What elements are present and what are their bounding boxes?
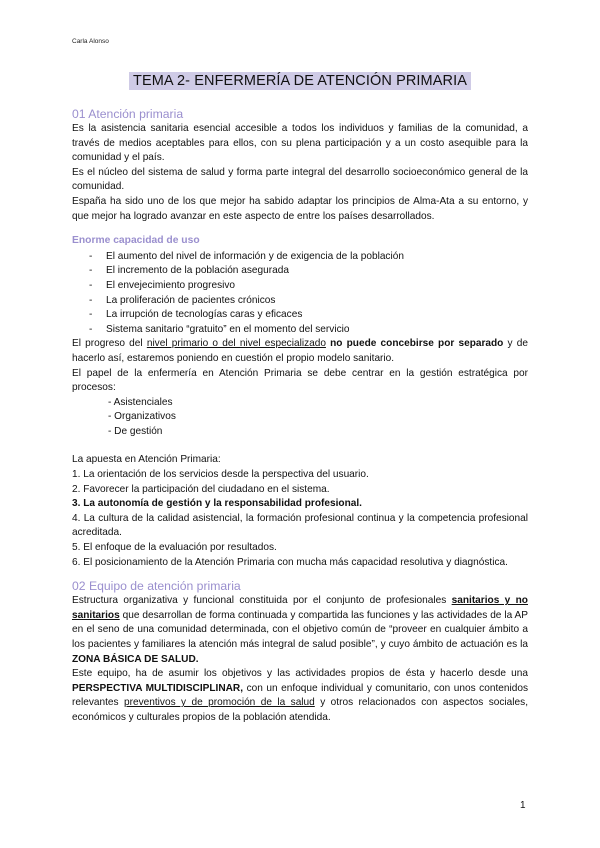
list-item: - Asistenciales [108,396,173,408]
process-list [72,396,528,440]
list-item: - De gestión [108,425,163,437]
paragraph: El papel de la enfermería en Atención Primaria se debe centrar en la gestión estratégica por procesos: [72,367,528,394]
underlined-text: nivel primario o del nivel especializado [146,338,326,350]
paragraph-equipo [72,667,528,725]
section-heading-equipo: 02 Equipo de atención primaria [72,579,241,594]
list-item: 2. Favorecer la participación del ciudadano en el sistema. [72,483,330,495]
apuesta-title: La apuesta en Atención Primaria: [72,454,221,466]
text-span: y de hacerlo así, estaremos poniendo en cuestión el propio modelo sanitario. [72,338,528,364]
paragraph-progreso [72,337,528,366]
text-span: Este equipo, ha de asumir los objetivos y las actividades propios de ésta y hacerlo desde una [72,668,528,680]
list-item: 5. El enfoque de la evaluación por resultados. [72,542,277,554]
text-span: y otros relacionados con aspectos sociales, económicos y culturales propios de la población atendida. [72,697,528,723]
paragraph-estructura [72,594,528,667]
list-item: - Organizativos [108,411,176,423]
list-item: - El aumento del nivel de información y de exigencia de la población [72,250,528,265]
underlined-text: preventivos y de promoción de la salud [124,697,315,709]
author-name: Carla Alonso [72,38,109,45]
list-item: 6. El posicionamiento de la Atención Primaria con mucha más capacidad resolutiva y diagnóstica. [72,556,508,568]
spacer [72,439,528,453]
bold-text: no puede concebirse por separado [325,338,504,350]
text-span: con un enfoque individual y comunitario, con unos contenidos relevantes [72,682,528,709]
bold-text: PERSPECTIVA MULTIDISCIPLINAR, [72,682,244,694]
document-body [72,106,528,726]
paragraph: España ha sido uno de los que mejor ha sabido adaptar los principios de Alma-Ata a su entorno, y que mejor ha logrado avanzar en este aspecto de entre los países desarrollados. [72,195,528,222]
text-span: El progreso del [72,338,147,350]
subheading-capacidad-uso: Enorme capacidad de uso [72,235,200,247]
underlined-bold-text: sanitarios y no sanitarios [72,595,528,621]
list-item: - Sistema sanitario “gratuito” en el momento del servicio [72,323,528,338]
list-item: - El incremento de la población asegurada [72,264,528,279]
list-item: 3. La autonomía de gestión y la responsabilidad profesional. [72,498,362,510]
list-item: - La irrupción de tecnologías caras y eficaces [72,308,528,323]
capacity-list [72,250,528,338]
apuesta-list [72,468,528,570]
title-wrap [0,72,600,90]
paragraph: Es la asistencia sanitaria esencial accesible a todos los individuos y familias de la comunidad, a través de medios aceptables para ellos, con su plena participación y a un costo asequible para la comunidad y el país. [72,123,528,164]
text-span: Estructura organizativa y funcional constituida por el conjunto de profesionales [72,595,452,607]
section-heading-atencion-primaria: 01 Atención primaria [72,107,184,121]
page-title: TEMA 2- ENFERMERÍA DE ATENCIÓN PRIMARIA [129,72,471,90]
page-number: 1 [520,800,526,811]
list-item: 1. La orientación de los servicios desde la perspectiva del usuario. [72,469,369,481]
list-item: - El envejecimiento progresivo [72,279,528,294]
list-item: 4. La cultura de la calidad asistencial, la formación profesional continua y la competencia profesional acreditada. [72,512,528,539]
spacer [72,570,528,578]
text-span: que desarrollan de forma continuada y compartida las funciones y las actividades de la AP en el seno de una comunidad determinada, con el objetivo común de “proveer en cualquier ámbito a los pacientes y familiares la atención más integral de salud posible”, y cuyo ámbito de actuación es la [72,609,528,650]
bold-text: ZONA BÁSICA DE SALUD. [72,653,199,665]
paragraph: Es el núcleo del sistema de salud y forma parte integral del desarrollo socioeconómico general de la comunidad. [72,166,528,193]
list-item: - La proliferación de pacientes crónicos [72,294,528,309]
